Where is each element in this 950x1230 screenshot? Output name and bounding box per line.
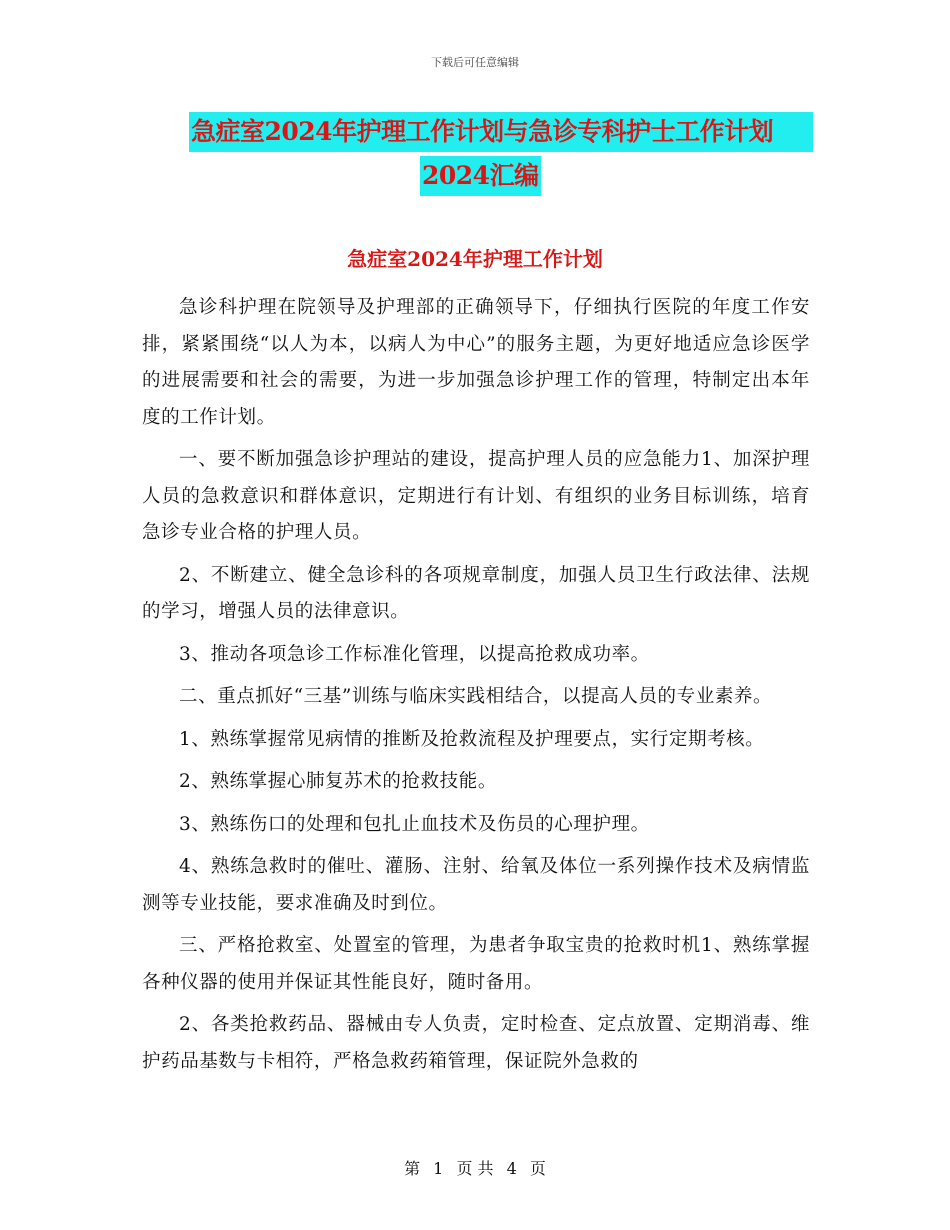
- paragraph: 2、不断建立、健全急诊科的各项规章制度，加强人员卫生行政法律、法规的学习，增强人员的法律意识。: [142, 564, 810, 622]
- paragraph: 1、熟练掌握常见病情的推断及抢救流程及护理要点，实行定期考核。: [179, 728, 765, 750]
- footer-prefix: 第: [404, 1159, 421, 1178]
- header-note: 下载后可任意编辑: [431, 56, 519, 69]
- section-heading: 急症室2024年护理工作计划: [347, 247, 603, 271]
- paragraph: 3、熟练伤口的处理和包扎止血技术及伤员的心理护理。: [179, 813, 650, 835]
- footer-suffix: 页: [529, 1159, 546, 1178]
- title-line-2: 2024汇编: [420, 156, 541, 196]
- title-line-1: 急症室2024年护理工作计划与急诊专科护士工作计划: [189, 112, 813, 152]
- page-footer: [0, 1156, 950, 1179]
- footer-middle: 页 共: [456, 1159, 494, 1178]
- paragraph: 急诊科护理在院领导及护理部的正确领导下，仔细执行医院的年度工作安排，紧紧围绕“以人为本，以病人为中心”的服务主题，为更好地适应急诊医学的进展需要和社会的需要，为进一步加强急诊护理工作的管理，特制定出本年度的工作计划。: [142, 297, 810, 428]
- paragraph: 2、熟练掌握心肺复苏术的抢救技能。: [179, 771, 497, 792]
- paragraph: 二、重点抓好“三基”训练与临床实践相结合，以提高人员的专业素养。: [179, 686, 773, 707]
- paragraph: 三、严格抢救室、处置室的管理，为患者争取宝贵的抢救时机1、熟练掌握各种仪器的使用并保证其性能良好，随时备用。: [142, 935, 810, 993]
- paragraph: 3、推动各项急诊工作标准化管理，以提高抢救成功率。: [179, 643, 650, 665]
- paragraph: 4、熟练急救时的催吐、灌肠、注射、给氧及体位一系列操作技术及病情监测等专业技能，要求准确及时到位。: [142, 856, 810, 914]
- current-page-number: 1: [433, 1159, 444, 1178]
- paragraph: 一、要不断加强急诊护理站的建设，提高护理人员的应急能力1、加深护理人员的急救意识和群体意识，定期进行有计划、有组织的业务目标训练，培育急诊专业合格的护理人员。: [142, 449, 810, 543]
- body-text: [142, 290, 810, 1086]
- total-page-count: 4: [506, 1159, 517, 1178]
- paragraph: 2、各类抢救药品、器械由专人负责，定时检查、定点放置、定期消毒、维护药品基数与卡相符，严格急救药箱管理，保证院外急救的: [142, 1014, 810, 1072]
